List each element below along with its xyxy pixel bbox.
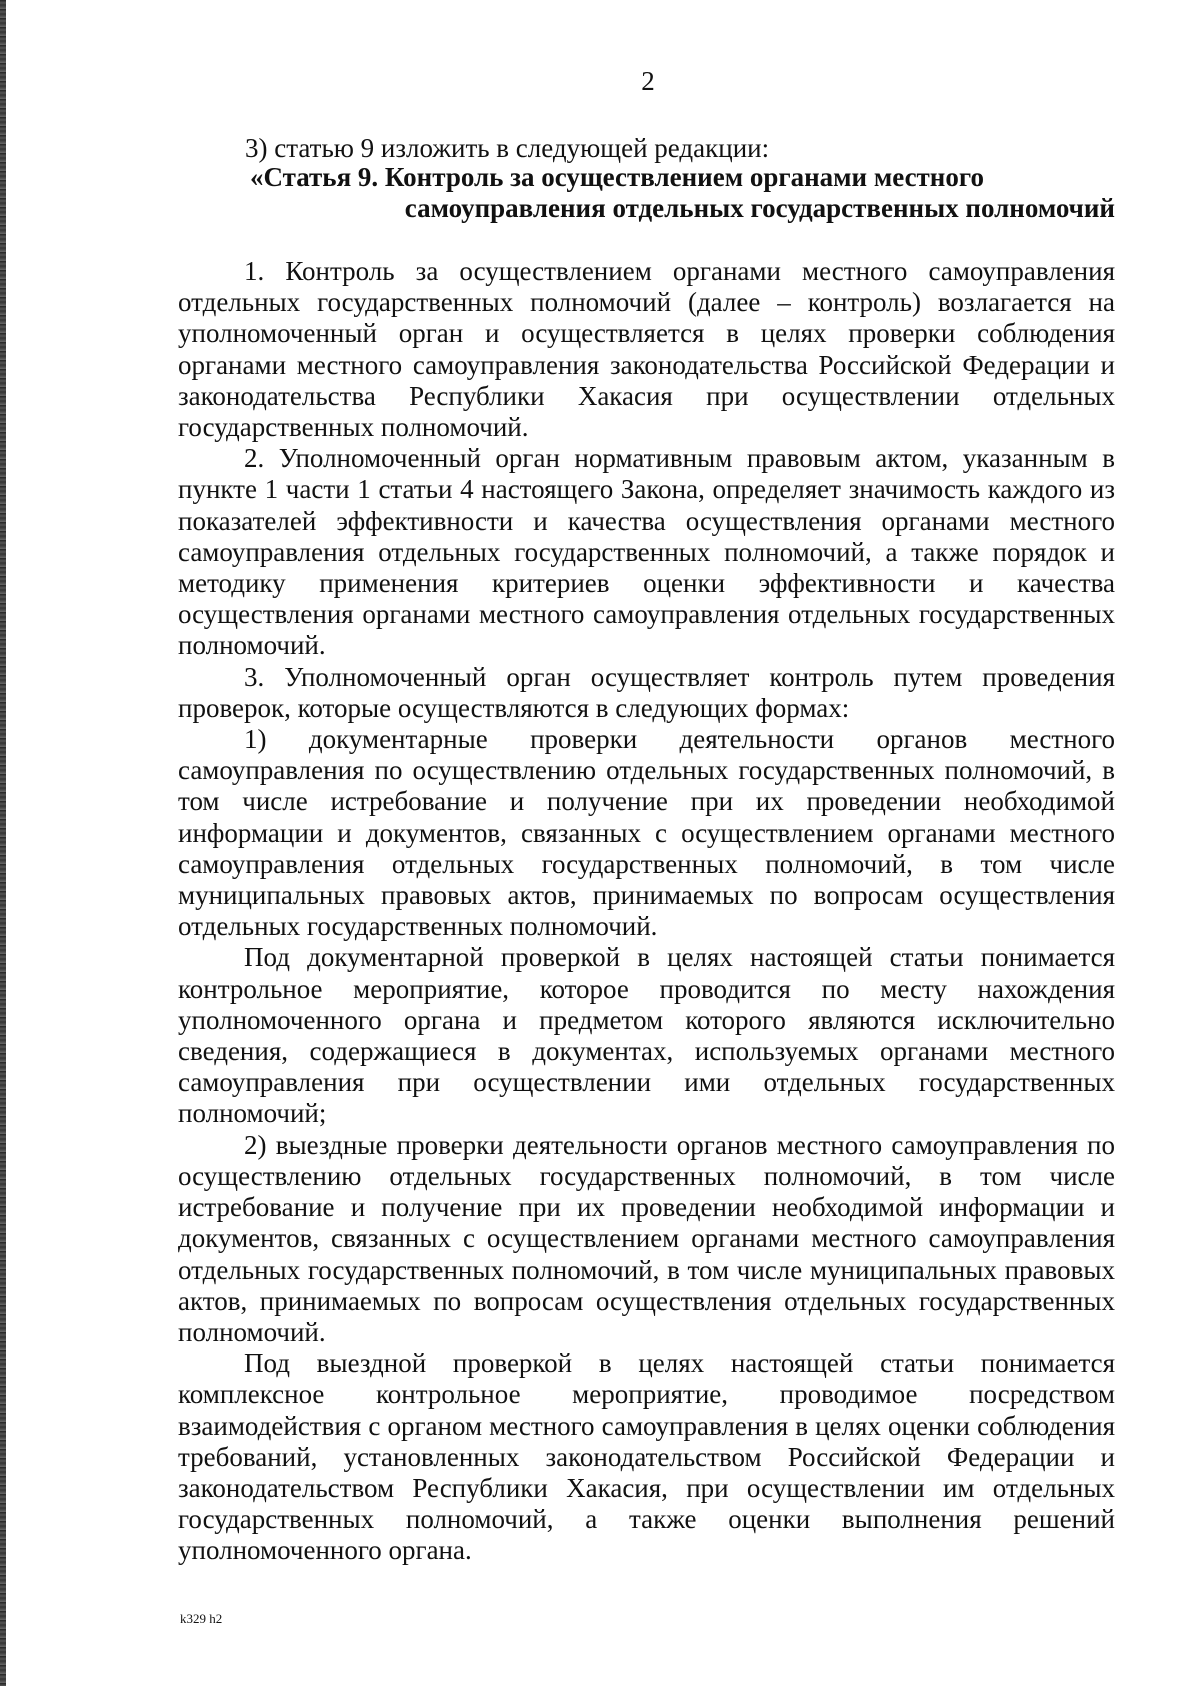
paragraph-2: 2. Уполномоченный орган нормативным правовым актом, указанным в пункте 1 части 1 статьи 4 настоящего Закона, определяет значимость каждого из показателей эффективности и качества осуществления органами местного самоуправления отдельных государственных полномочий, а также порядок и методику применения критериев оценки эффективности и качества осуществления органами местного самоуправления отдельных государственных полномочий. — [178, 443, 1115, 661]
paragraph-3: 3. Уполномоченный орган осуществляет контроль путем проведения проверок, которые осуществляются в следующих формах: — [178, 661, 1115, 723]
page-number: 2 — [641, 66, 655, 96]
paragraph-field-check: Под выездной проверкой в целях настоящей статьи понимается комплексное контрольное мероприятие, проводимое посредством взаимодействия с органом местного самоуправления в целях оценки соблюдения требований, установленных законодательством Российской Федерации и законодательством Республики Хакасия, при осуществлении им отдельных государственных полномочий, а также оценки выполнения решений уполномоченного органа. — [178, 1348, 1115, 1566]
amendment-line: 3) статью 9 изложить в следующей редакции: — [245, 133, 770, 163]
paragraph-1: 1. Контроль за осуществлением органами местного самоуправления отдельных государственных полномочий (далее – контроль) возлагается на уполномоченный орган и осуществляется в целях проверки соблюдения органами местного самоуправления законодательства Российской Федерации и законодательства Республики Хакасия при осуществлении отдельных государственных полномочий. — [178, 256, 1115, 443]
article-heading-line-1: «Статья 9. Контроль за осуществлением органами местного — [250, 162, 984, 192]
footer-code: k329 h2 — [180, 1611, 223, 1626]
article-body — [178, 256, 1115, 1567]
paragraph-3-item-2: 2) выездные проверки деятельности органов местного самоуправления по осуществлению отдельных государственных полномочий, в том числе истребование и получение при их проведении необходимой информации и документов, связанных с осуществлением органами местного самоуправления отдельных государственных полномочий, в том числе муниципальных правовых актов, принимаемых по вопросам осуществления отдельных государственных полномочий. — [178, 1129, 1115, 1347]
article-heading — [220, 162, 1115, 224]
paragraph-documentary-check: Под документарной проверкой в целях настоящей статьи понимается контрольное мероприятие, которое проводится по месту нахождения уполномоченного органа и предметом которого являются исключительно сведения, содержащиеся в документах, используемых органами местного самоуправления при осуществлении ими отдельных государственных полномочий; — [178, 942, 1115, 1129]
article-heading-line-2: самоуправления отдельных государственных полномочий — [404, 193, 1115, 223]
paragraph-3-item-1: 1) документарные проверки деятельности органов местного самоуправления по осуществлению отдельных государственных полномочий, в том числе истребование и получение при их проведении необходимой информации и документов, связанных с осуществлением органами местного самоуправления отдельных государственных полномочий, в том числе муниципальных правовых актов, принимаемых по вопросам осуществления отдельных государственных полномочий. — [178, 724, 1115, 942]
